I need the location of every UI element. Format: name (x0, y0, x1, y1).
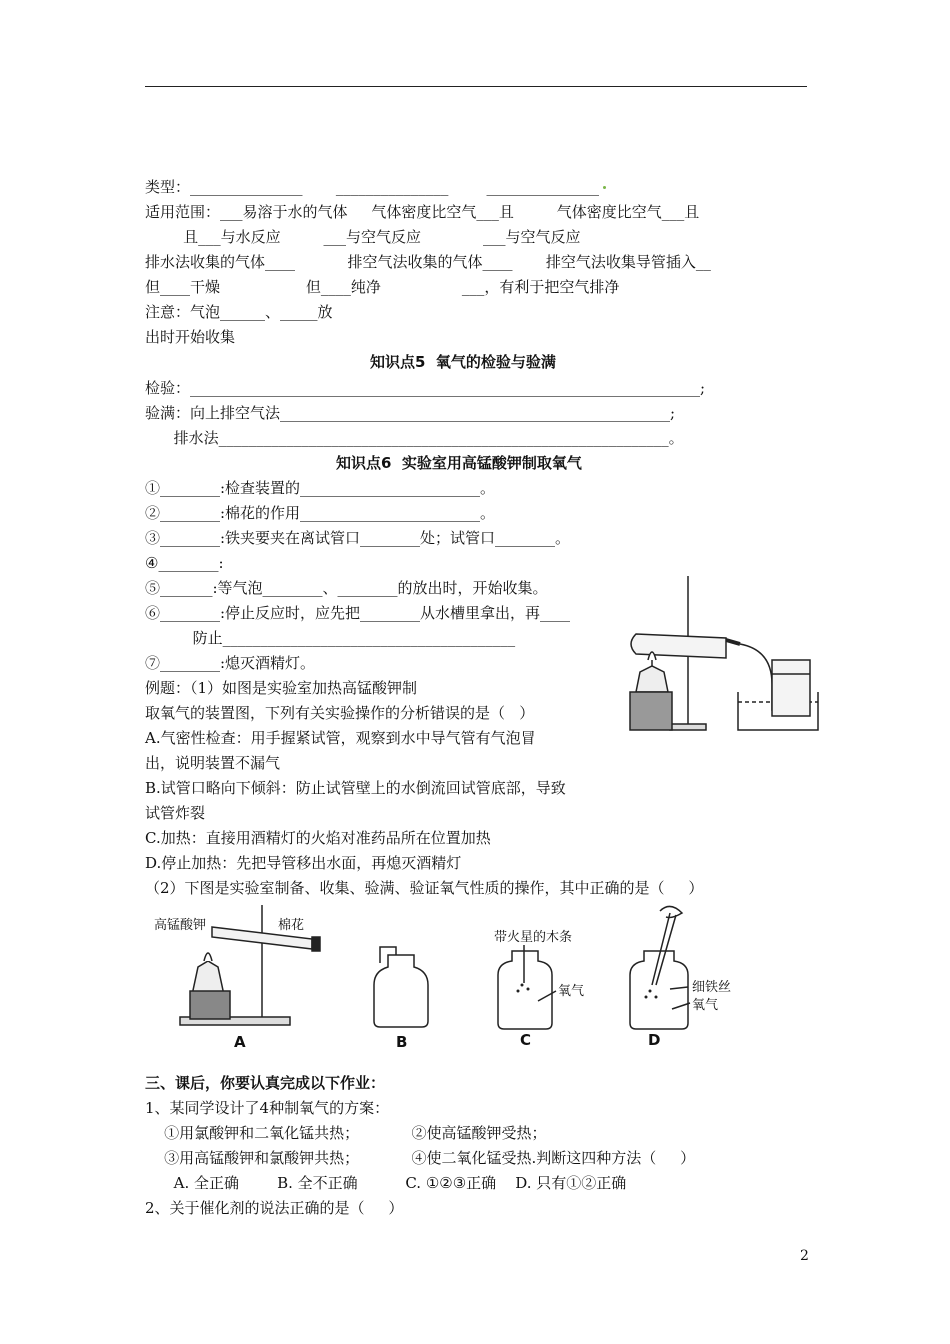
full-check-line-2: 排水法____________________________________________________________。 (145, 429, 684, 447)
lamp-a (192, 961, 224, 995)
operations-figure (152, 905, 752, 1055)
step-6-continued: 防止_______________________________________ (145, 629, 516, 647)
heading-knowledge-5: 知识点5 氧气的检验与验满 (370, 353, 556, 371)
green-dot (603, 186, 606, 189)
stopper (312, 937, 320, 951)
example-1-line-1: 例题：（1）如图是实验室加热高锰酸钾制 (145, 679, 418, 697)
heading-homework: 三、课后，你要认真完成以下作业： (145, 1074, 386, 1092)
bottle-c (498, 951, 552, 1029)
label-cotton: 棉花 (278, 918, 305, 933)
scope-line-2: 且___与水反应 ___与空气反应 ___与空气反应 (145, 228, 581, 246)
full-check-line: 验满：向上排空气法____________________________________________________; (145, 404, 676, 422)
block-a (190, 991, 230, 1019)
option-d-line: D.停止加热：先把导管移出水面，再熄灭酒精灯 (145, 854, 462, 872)
step-1: ①________:检查装置的________________________。 (145, 479, 496, 497)
question-2: 2、关于催化剂的说法正确的是（ ） (145, 1199, 404, 1217)
option-c-line: C.加热：直接用酒精灯的火焰对准药品所在位置加热 (145, 829, 491, 847)
scope-line: 适用范围：___易溶于水的气体 气体密度比空气___且 气体密度比空气___且 (145, 203, 700, 221)
option-b-line-2: 试管炸裂 (145, 804, 206, 822)
step-3: ③________:铁夹要夹在离试管口________处；试管口________。 (145, 529, 571, 547)
apparatus-figure (622, 574, 822, 736)
test-line: 检验：____________________________________________________________________; (145, 379, 706, 397)
bottle-d (630, 951, 688, 1029)
step-6: ⑥________:停止反应时，应先把________从水槽里拿出，再____ (145, 604, 571, 622)
question-1-choices: A. 全正确 B. 全不正确 C. ①②③正确 D. 只有①②正确 (145, 1174, 627, 1192)
question-1: 1、某同学设计了4种制氧气的方案： (145, 1099, 390, 1117)
collected-gas-line-2: 但____干燥 但____纯净 ___，有利于把空气排净 (145, 278, 620, 296)
option-label-a: A (234, 1033, 246, 1051)
bottle-b (374, 955, 428, 1027)
label-wire: 细铁丝 (692, 980, 732, 995)
option-label-b: B (396, 1033, 408, 1051)
heading-knowledge-6: 知识点6 实验室用高锰酸钾制取氧气 (336, 454, 582, 472)
flame-a (204, 953, 212, 961)
label-oxygen-d: 氧气 (692, 998, 719, 1013)
step-5: ⑤_______:等气泡________、________的放出时，开始收集。 (145, 579, 548, 597)
question-1-options-a: ①用氯酸钾和二氧化锰共热； ②使高锰酸钾受热； (145, 1124, 547, 1142)
example-1-line-2: 取氧气的装置图，下列有关实验操作的分析错误的是（ ） (145, 704, 535, 722)
flame-top (660, 906, 682, 917)
collection-type-line: 类型：_______________ _______________ _______________ (145, 178, 600, 196)
label-oxygen-c: 氧气 (558, 984, 585, 999)
example-2-line: （2）下图是实验室制备、收集、验满、验证氧气性质的操作，其中正确的是（ ） (145, 879, 704, 897)
option-a-line-1: A.气密性检查：用手握紧试管，观察到水中导气管有气泡冒 (145, 729, 536, 747)
note-line-2: 出时开始收集 (145, 328, 236, 346)
option-label-c: C (520, 1031, 532, 1049)
step-4: ④________: (145, 554, 224, 572)
option-a-line-2: 出，说明装置不漏气 (145, 754, 281, 772)
page-number: 2 (800, 1248, 809, 1264)
label-splint: 带火星的木条 (494, 930, 573, 945)
note-line: 注意：气泡______、_____放 (145, 303, 333, 321)
label-kmno4: 高锰酸钾 (154, 918, 207, 933)
step-7: ⑦________:熄灭酒精灯。 (145, 654, 316, 672)
question-1-options-b: ③用高锰酸钾和氯酸钾共热； ④使二氧化锰受热.判断这四种方法（ ） (145, 1149, 696, 1167)
option-label-d: D (648, 1031, 661, 1049)
step-2: ②________:棉花的作用________________________。 (145, 504, 496, 522)
collected-gas-line: 排水法收集的气体____ 排空气法收集的气体____ 排空气法收集导管插入__ (145, 253, 711, 271)
header-rule (145, 86, 807, 87)
option-b-line-1: B.试管口略向下倾斜：防止试管壁上的水倒流回试管底部，导致 (145, 779, 566, 797)
